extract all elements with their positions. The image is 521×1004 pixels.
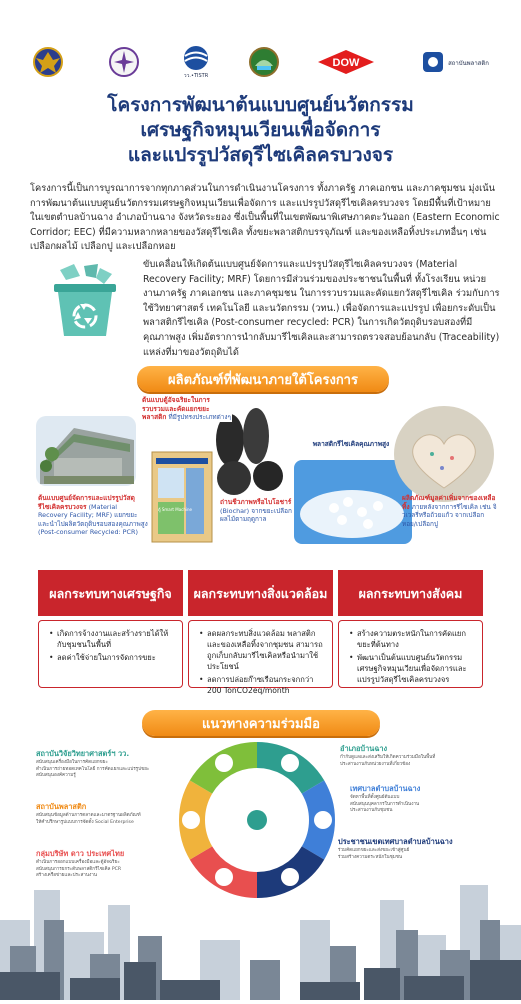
plastic-institute-logo (410, 42, 500, 82)
stack-icon (182, 811, 200, 829)
collaborator-name: สถาบันวิจัยวิทยาศาสตร์ฯ วว. (36, 749, 130, 758)
mrf-facility-image (36, 416, 136, 486)
collaborator-name: อำเภอบ้านฉาง (340, 744, 388, 753)
dow-logo-text: DOW (332, 57, 360, 69)
smart-machine-image (152, 452, 212, 542)
collaborator-line: กำกับดูแลและส่งเสริมให้เกิดความร่วมมือในพื้นที่ (340, 755, 436, 760)
economic-impact-heading: ผลกระทบทางเศรษฐกิจ (38, 570, 183, 616)
collaborator-line: สนับสนุนการยกระดับพลาสติกรีไซเคิล PCR (36, 866, 122, 872)
dow-logo (316, 42, 376, 82)
collaborator-line: สร้างเครือข่ายและประสานงาน (36, 873, 97, 878)
shell-heart-product-image (394, 406, 494, 502)
collaborator-district (340, 745, 490, 768)
plastic-institute-caption: สถาบันพลาสติก (448, 59, 489, 67)
waste-product-caption-title: ผลิตภัณฑ์มูลค่าเพิ่มจากของเหลือทิ้ง (402, 494, 496, 511)
collaborator-plastic-institute (36, 803, 176, 826)
collaborator-line: จัดหาพื้นที่ตั้งศูนย์ต้นแบบ (350, 795, 400, 800)
collaborator-municipality (350, 785, 495, 815)
rayong-seal-logo (246, 42, 282, 82)
machine-caption-body: ที่มีรูปทรงประเภทต่างๆ (168, 413, 231, 422)
collaborator-line: ให้คำปรึกษารูปแบบการจัดตั้ง Social Enterprise (36, 819, 134, 825)
intro-paragraph-2: ขับเคลื่อนให้เกิดต้นแบบศูนย์จัดการและแปรรูปวัสดุรีไซเคิลครบวงจร (Material Recovery Facility; MRF) โดยการมีส่วนร่วมของประชาชนในพื้นที่ ทั้งโรงเรียน หน่วยงานภาครัฐ ภาคเอกชน และภาคชุมชน ในการรวบรวมและคัดแยกวัสดุรีไซเคิล ร่วมกับการใช้วิทยาศาสตร์ เทคโนโลยี และนวัตกรรม (วทน.) เพื่อจัดการและแปรรูป เพื่อยกระดับเป็นพลาสติกรีไซเคิล (Post-consumer recycled: PCR) ในการเกิดวัตถุดิบรอบสองที่มีคุณภาพสูง เพิ่มอัตราการนำกลับมารีไซเคิลและสามารถตรวจสอบย้อนกลับ (Traceability) แหล่งที่มาของวัตถุดิบได้ (143, 259, 500, 358)
collaborator-line: สนับสนุนบุคลากรในการดำเนินงาน (350, 801, 420, 807)
collaborator-line: ร่วมคัดแยกขยะและส่งขยะเข้าสู่ศูนย์ (338, 848, 410, 853)
collaborator-name: กลุ่มบริษัท ดาว ประเทศไทย (36, 849, 125, 858)
title-line-2: เศรษฐกิจหมุนเวียนเพื่อจัดการ (140, 119, 381, 141)
collaborator-line: ประสานงานกับหน่วยงานที่เกี่ยวข้อง (340, 761, 411, 767)
collaborator-name: ประชาชนเขตเทศบาลตำบลบ้านฉาง (338, 837, 453, 846)
collaborator-line: สนับสนุนข้อมูลด้านการตลาดและมาตรฐานผลิตภัณฑ์ (36, 813, 141, 818)
collaborator-line: ดำเนินการถ่ายทอดเทคโนโลยี การคัดแยกและแปรรูปขยะ (36, 766, 150, 772)
social-impact-item: • สร้างความตระหนักในการคัดแยกขยะที่ต้นทาง (349, 628, 476, 650)
collaborator-line: ร่วมสร้างความตระหนักในชุมชน (338, 854, 403, 860)
title-line-1: โครงการพัฒนาต้นแบบศูนย์นวัตกรรม (107, 94, 414, 116)
pcr-pellets-image (294, 460, 412, 544)
mrf-caption-title: ต้นแบบศูนย์จัดการและแปรรูปวัสดุรีไซเคิลครบวงจร (38, 494, 135, 511)
intro-paragraph-1: โครงการนี้เป็นการบูรณาการจากทุกภาคส่วนในการดำเนินงานโครงการ ทั้งภาครัฐ ภาคเอกชน และภาคชุมชน มุ่งเน้นการพัฒนาต้นแบบศูนย์นวัตกรรมเศรษฐกิจหมุนเวียนเพื่อจัดการ และแปรรูปวัสดุรีไซเคิลครบวงจร โดยมีพื้นที่เป้าหมายในเขตตำบลบ้านฉาง อำเภอบ้านฉาง จังหวัดระยอง ซึ่งเป็นพื้นที่ในเขตพัฒนาพิเศษภาคตะวันออก (Eastern Economic Corridor; EEC) ที่มีความหลากหลายของวัสดุรีไซเคิล ทั้งขยะพลาสติกบรรจุภัณฑ์ และของเหลือทิ้งประเภทอื่นๆ เช่น เปลือกผลไม้ เปลือกปู และเปลือกหอย (30, 183, 500, 253)
partner-logos-row (24, 42, 504, 86)
city-skyline-illustration (0, 850, 521, 1000)
social-impact-item: • พัฒนาเป็นต้นแบบศูนย์นวัตกรรมเศรษฐกิจหมุนเวียนเพื่อจัดการและแปรรูปวัสดุรีไซเคิลครบวงจร (349, 652, 476, 685)
environment-impact-box (188, 620, 333, 695)
collaborator-line: ดำเนินการออกแบบเครื่องมือและตู้อัจฉริยะ (36, 860, 120, 865)
economic-impact-item: • เกิดการจ้างงานและสร้างรายได้ให้กับชุมชนในพื้นที่ (49, 628, 176, 650)
vista-logo-caption: วว.•TISTR (183, 72, 209, 79)
pcr-caption-title: พลาสติกรีไซเคิลคุณภาพสูง (312, 440, 390, 448)
biochar-caption-body: (Biochar) จากขยะเปลือกผลไม้ตามฤดูกาล (220, 506, 292, 524)
social-impact-box (338, 620, 483, 688)
mrf-caption (38, 494, 148, 537)
collaborator-line: ประสานงานกับชุมชน (350, 808, 393, 813)
products-heading: ผลิตภัณฑ์ที่พัฒนาภายใต้โครงการ (137, 366, 389, 392)
pcr-caption (306, 440, 396, 449)
mrf-caption-body: (Material Recovery Facility; MRF) แยกขยะและนำไปผลิตวัตถุดิบรอบสองคุณภาพสูง (Post-consumer Recycled: PCR) (38, 502, 148, 537)
home-icon (314, 811, 332, 829)
waste-product-caption (402, 494, 498, 528)
collaborator-line: สนับสนุนองค์ความรู้ (36, 773, 76, 778)
machine-screen-label: ตู้ Smart Machine (158, 507, 192, 512)
waste-product-caption-body: ภายหลังจากการรีไซเคิล เช่น จิวเวลรี่หรือถ้วยแก้ว จากเปลือกหอย/เปลือกปู (402, 502, 497, 528)
title-line-3: และแปรรูปวัสดุรีไซเคิลครบวงจร (127, 144, 394, 166)
environment-impact-item: • ลดผลกระทบสิ่งแวดล้อม พลาสติกและของเหลือทิ้งจากชุมชน สามารถถูกเก็บกลับมารีไซเคิลหรือนำมาใช้ประโยชน์ (199, 628, 326, 672)
social-impact-heading: ผลกระทบทางสังคม (338, 570, 483, 616)
university-seal-logo (104, 42, 144, 82)
target-icon (281, 754, 299, 772)
collaborator-line: สนับสนุนเครื่องมือในการคัดแยกขยะ (36, 760, 108, 765)
garuda-emblem-logo (30, 42, 66, 82)
machine-caption (142, 396, 232, 422)
biochar-caption (220, 498, 292, 524)
page-title (0, 93, 521, 168)
collaboration-heading: แนวทางความร่วมมือ (142, 710, 380, 736)
flask-icon (215, 754, 233, 772)
economic-impact-box (38, 620, 183, 688)
recycle-bin-icon (40, 262, 130, 338)
economic-impact-item: • ลดค่าใช้จ่ายในการจัดการขยะ (49, 652, 176, 663)
impact-section (38, 570, 483, 695)
collaborator-name: เทศบาลตำบลบ้านฉาง (350, 784, 421, 793)
machine-caption-title: ต้นแบบตู้อัจฉริยะในการรวบรวมและคัดแยกขยะพลาสติก (142, 396, 210, 422)
vista-logo (172, 42, 220, 82)
products-showcase (34, 396, 497, 556)
environment-impact-item: • ลดการปล่อยก๊าซเรือนกระจกกว่า 200 TonCO2eq/month (199, 674, 326, 696)
environment-impact-heading: ผลกระทบทางสิ่งแวดล้อม (188, 570, 333, 616)
collaborator-name: สถาบันพลาสติก (36, 802, 87, 811)
biochar-caption-title: ถ่านชีวภาพหรือไบโอชาร์ (220, 498, 292, 506)
collaborator-tistr (36, 750, 176, 780)
